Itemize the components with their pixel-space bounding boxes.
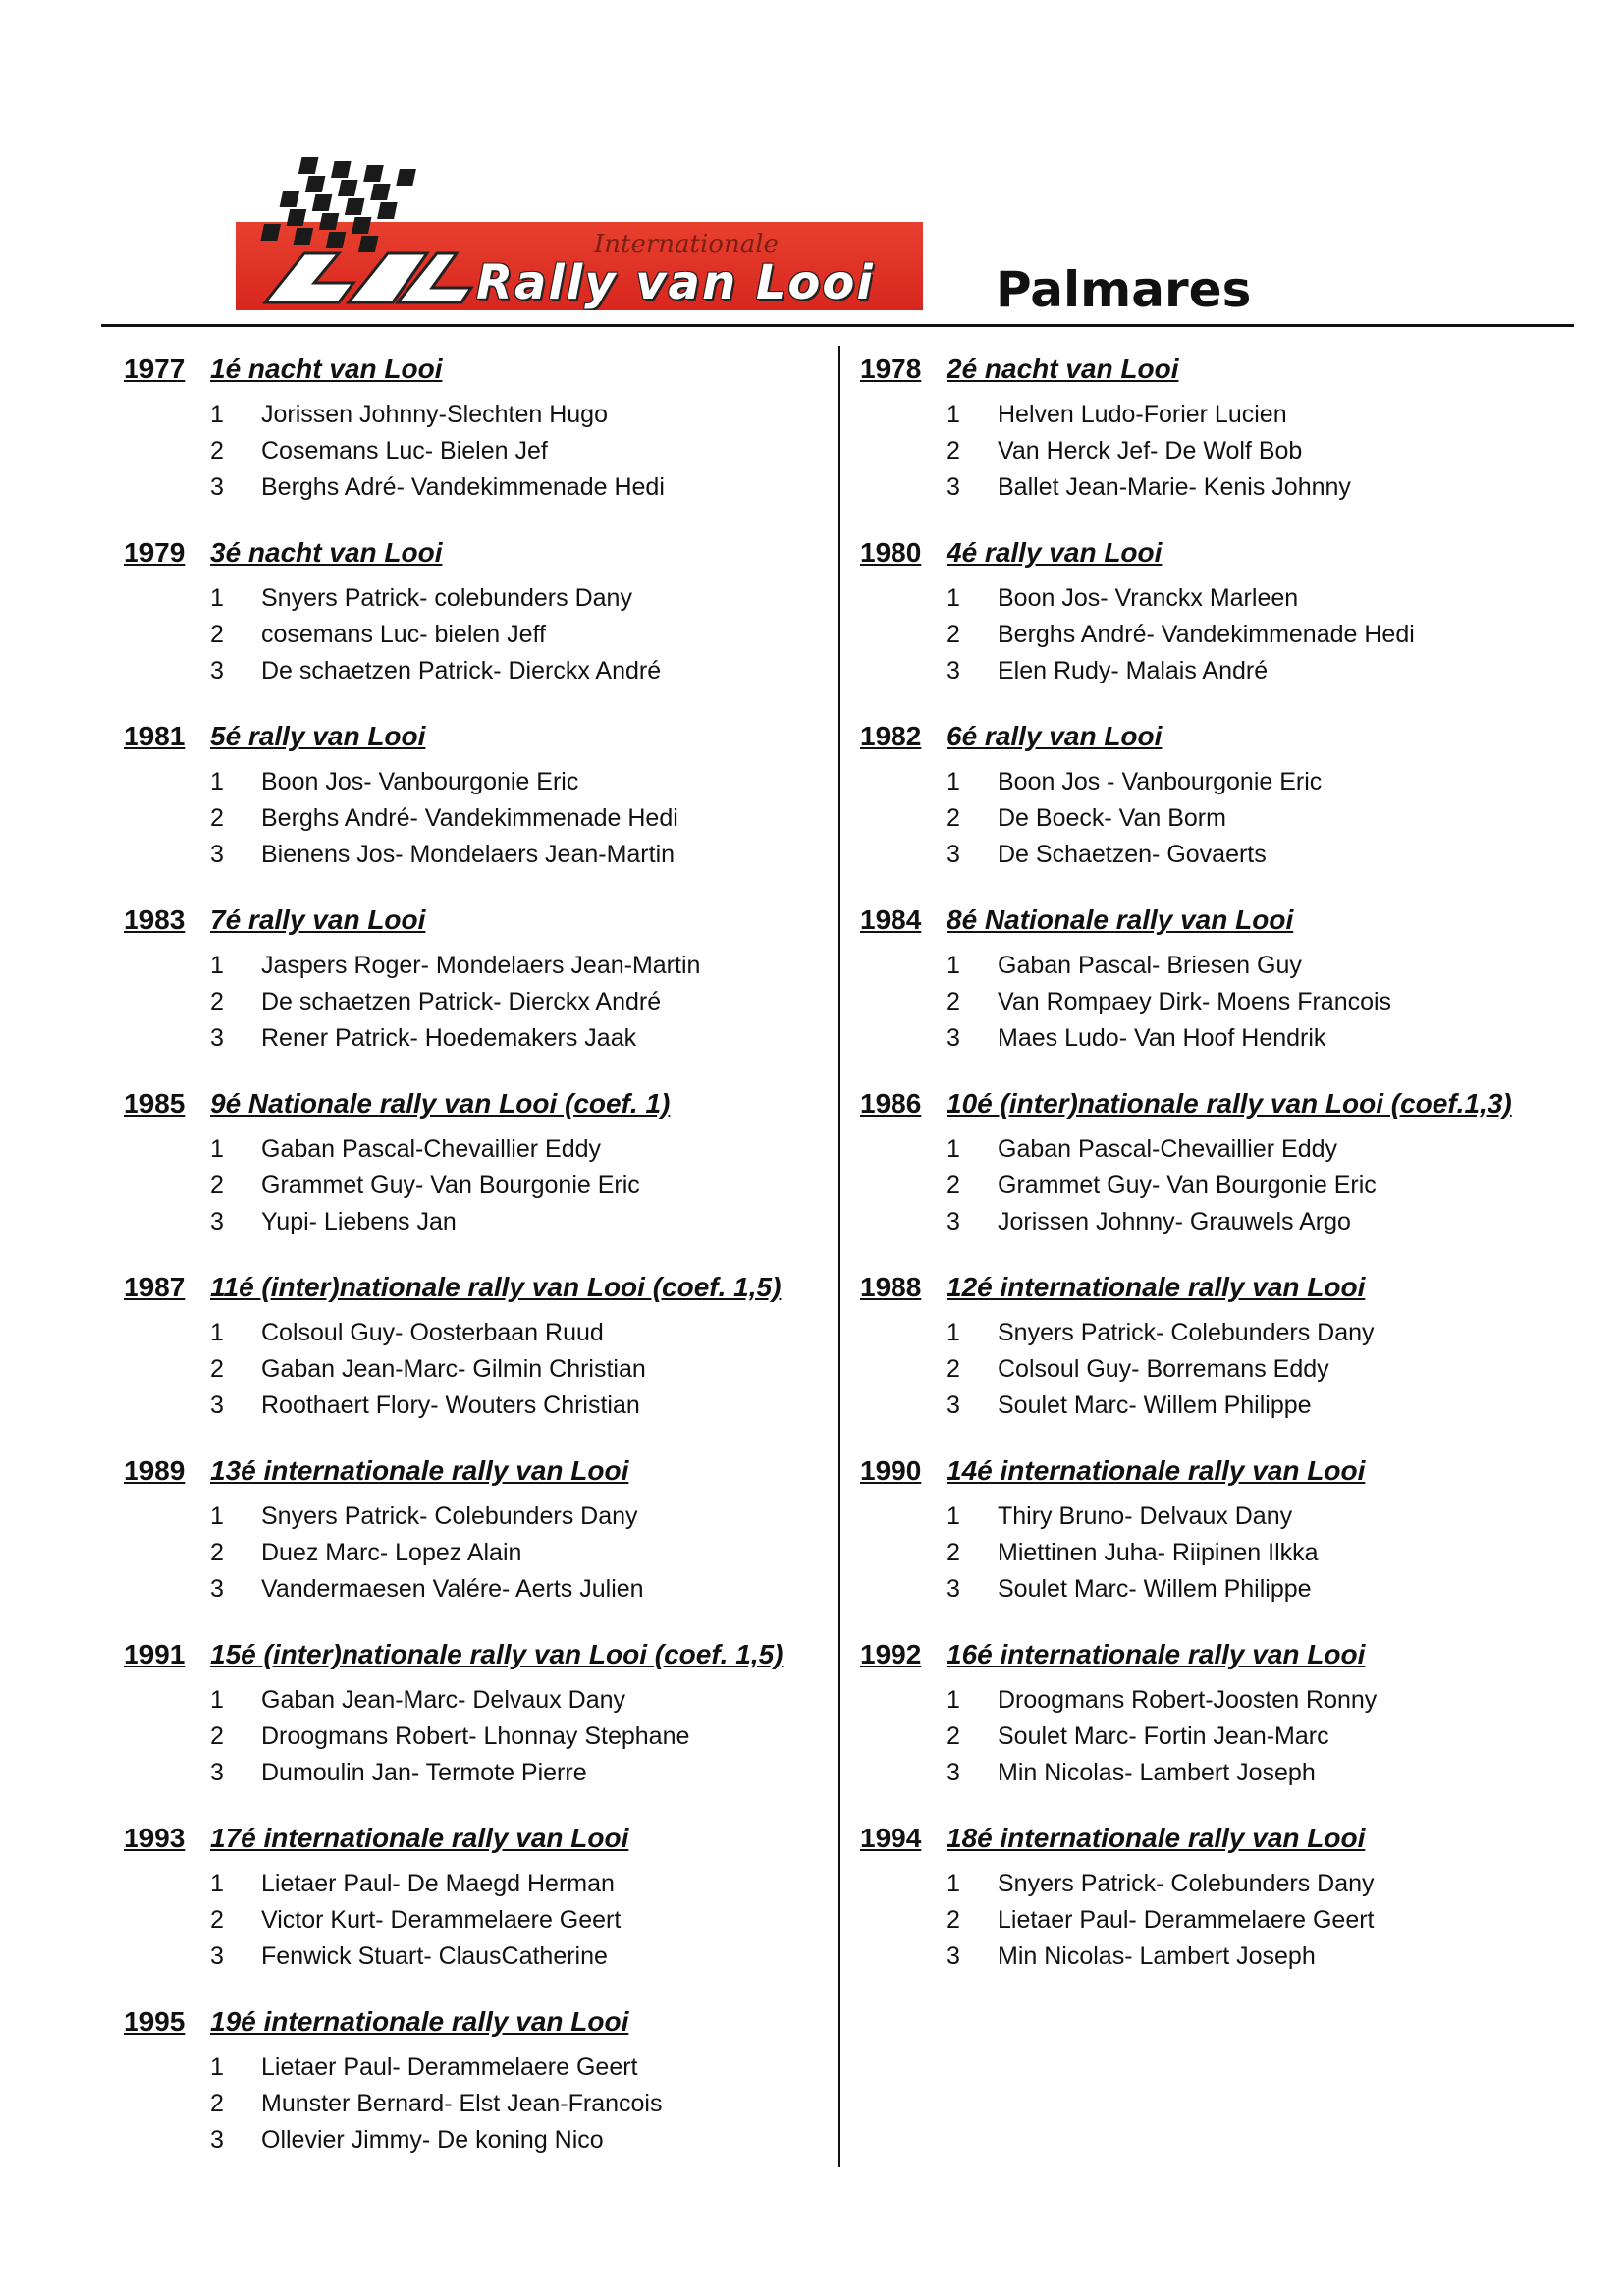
palmares-block: [124, 354, 811, 537]
result-position: 3: [210, 1759, 224, 1786]
result-crew: Roothaert Flory- Wouters Christian: [261, 1392, 640, 1419]
result-crew: Droogmans Robert-Joosten Ronny: [998, 1686, 1378, 1714]
event-title: 12é internationale rally van Looi: [947, 1272, 1366, 1302]
result-crew: Van Herck Jef- De Wolf Bob: [998, 437, 1303, 465]
result-position: 1: [947, 401, 960, 428]
result-position: 2: [947, 437, 960, 465]
event-year: 1995: [124, 2006, 186, 2037]
event-year: 1993: [124, 1823, 186, 1853]
event-year: 1982: [860, 721, 922, 751]
event-year: 1991: [124, 1639, 186, 1669]
result-position: 2: [210, 437, 224, 465]
event-year: 1992: [860, 1639, 922, 1669]
result-crew: Snyers Patrick- colebunders Dany: [261, 584, 632, 612]
result-crew: Munster Bernard- Elst Jean-Francois: [261, 2090, 663, 2117]
result-position: 3: [210, 1575, 224, 1603]
result-position: 3: [210, 1392, 224, 1419]
result-crew: Lietaer Paul- Derammelaere Geert: [261, 2053, 638, 2081]
result-position: 1: [210, 1503, 224, 1530]
result-row: [947, 469, 1547, 506]
result-row: [947, 617, 1547, 653]
palmares-block: [124, 1455, 811, 1639]
result-crew: Colsoul Guy- Borremans Eddy: [998, 1355, 1329, 1383]
result-row: [210, 1866, 811, 1902]
result-row: [210, 1571, 811, 1608]
result-row: [210, 837, 811, 873]
result-row: [947, 1315, 1547, 1351]
result-crew: Min Nicolas- Lambert Joseph: [998, 1942, 1316, 1970]
result-row: [947, 800, 1547, 837]
palmares-block: [124, 2006, 811, 2190]
result-row: [210, 617, 811, 653]
event-heading: [860, 1455, 1547, 1499]
result-row: [947, 984, 1547, 1020]
palmares-block: [860, 1088, 1547, 1272]
result-crew: Gaban Jean-Marc- Gilmin Christian: [261, 1355, 646, 1383]
result-crew: Yupi- Liebens Jan: [261, 1208, 457, 1235]
result-position: 1: [947, 952, 960, 979]
event-heading: [860, 537, 1547, 580]
result-position: 1: [210, 2053, 224, 2081]
result-row: [947, 1388, 1547, 1424]
event-heading: [124, 1639, 811, 1682]
result-row: [947, 580, 1547, 617]
palmares-block: [124, 1272, 811, 1455]
event-heading: [124, 1272, 811, 1315]
result-crew: Rener Patrick- Hoedemakers Jaak: [261, 1024, 637, 1052]
result-position: 1: [947, 584, 960, 612]
event-heading: [124, 1088, 811, 1131]
result-position: 1: [947, 1319, 960, 1346]
result-row: [947, 1351, 1547, 1388]
result-row: [947, 1571, 1547, 1608]
result-position: 3: [947, 1392, 960, 1419]
event-title: 7é rally van Looi: [210, 904, 426, 935]
result-row: [210, 1351, 811, 1388]
result-crew: Colsoul Guy- Oosterbaan Ruud: [261, 1319, 604, 1346]
result-crew: Lietaer Paul- Derammelaere Geert: [998, 1906, 1375, 1934]
result-row: [210, 1755, 811, 1791]
result-row: [210, 1168, 811, 1204]
result-position: 1: [947, 1870, 960, 1897]
event-heading: [860, 1639, 1547, 1682]
result-position: 3: [210, 1024, 224, 1052]
result-position: 1: [947, 1135, 960, 1163]
result-crew: Vandermaesen Valére- Aerts Julien: [261, 1575, 644, 1603]
result-row: [210, 1315, 811, 1351]
result-crew: Maes Ludo- Van Hoof Hendrik: [998, 1024, 1326, 1052]
result-position: 3: [210, 2126, 224, 2154]
result-position: 1: [210, 1135, 224, 1163]
result-position: 3: [947, 1208, 960, 1235]
result-crew: Berghs André- Vandekimmenade Hedi: [261, 804, 678, 832]
result-row: [947, 837, 1547, 873]
result-position: 3: [210, 473, 224, 501]
result-crew: Cosemans Luc- Bielen Jef: [261, 437, 548, 465]
column-divider: [838, 346, 840, 2167]
result-position: 3: [947, 1759, 960, 1786]
event-title: 3é nacht van Looi: [210, 537, 443, 568]
result-position: 3: [947, 1575, 960, 1603]
event-heading: [860, 1823, 1547, 1866]
result-row: [947, 1719, 1547, 1755]
result-row: [947, 948, 1547, 984]
event-heading: [124, 1455, 811, 1499]
event-title: 18é internationale rally van Looi: [947, 1823, 1366, 1853]
result-crew: Droogmans Robert- Lhonnay Stephane: [261, 1722, 690, 1750]
result-position: 1: [210, 1686, 224, 1714]
result-crew: Berghs Adré- Vandekimmenade Hedi: [261, 473, 665, 501]
event-year: 1987: [124, 1272, 186, 1302]
result-position: 1: [210, 401, 224, 428]
event-year: 1978: [860, 354, 922, 384]
result-row: [947, 1755, 1547, 1791]
result-row: [947, 1168, 1547, 1204]
result-row: [210, 1131, 811, 1168]
result-crew: Dumoulin Jan- Termote Pierre: [261, 1759, 587, 1786]
result-position: 2: [947, 1539, 960, 1566]
result-crew: Soulet Marc- Willem Philippe: [998, 1392, 1312, 1419]
event-heading: [124, 721, 811, 764]
result-crew: Bienens Jos- Mondelaers Jean-Martin: [261, 841, 676, 868]
result-position: 2: [947, 621, 960, 648]
result-crew: Gaban Jean-Marc- Delvaux Dany: [261, 1686, 625, 1714]
result-crew: Duez Marc- Lopez Alain: [261, 1539, 522, 1566]
result-position: 2: [210, 1722, 224, 1750]
result-position: 2: [210, 2090, 224, 2117]
result-position: 3: [947, 473, 960, 501]
result-row: [210, 2086, 811, 2122]
result-crew: Gaban Pascal-Chevaillier Eddy: [998, 1135, 1338, 1163]
event-heading: [124, 354, 811, 397]
result-crew: Grammet Guy- Van Bourgonie Eric: [998, 1172, 1377, 1199]
result-row: [947, 1902, 1547, 1939]
result-position: 3: [947, 1024, 960, 1052]
palmares-block: [860, 1823, 1547, 2006]
event-year: 1981: [124, 721, 186, 751]
palmares-block: [124, 1088, 811, 1272]
result-row: [947, 1499, 1547, 1535]
event-title: 17é internationale rally van Looi: [210, 1823, 629, 1853]
right-column: [860, 354, 1547, 2006]
result-crew: Jaspers Roger- Mondelaers Jean-Martin: [261, 952, 701, 979]
result-row: [947, 1535, 1547, 1571]
palmares-block: [860, 1272, 1547, 1455]
result-row: [210, 1499, 811, 1535]
result-row: [210, 984, 811, 1020]
event-title: 19é internationale rally van Looi: [210, 2006, 629, 2037]
result-row: [947, 1682, 1547, 1719]
result-position: 2: [210, 621, 224, 648]
result-crew: De Boeck- Van Borm: [998, 804, 1226, 832]
palmares-block: [124, 721, 811, 904]
event-heading: [860, 721, 1547, 764]
event-heading: [124, 2006, 811, 2050]
result-row: [210, 469, 811, 506]
result-crew: Snyers Patrick- Colebunders Dany: [998, 1870, 1375, 1897]
result-crew: Thiry Bruno- Delvaux Dany: [998, 1503, 1293, 1530]
result-crew: Boon Jos- Vranckx Marleen: [998, 584, 1299, 612]
result-crew: Soulet Marc- Willem Philippe: [998, 1575, 1312, 1603]
palmares-block: [860, 1455, 1547, 1639]
result-crew: Berghs André- Vandekimmenade Hedi: [998, 621, 1415, 648]
result-row: [210, 1939, 811, 1975]
event-year: 1990: [860, 1455, 922, 1486]
result-crew: Min Nicolas- Lambert Joseph: [998, 1759, 1316, 1786]
event-year: 1994: [860, 1823, 922, 1853]
result-row: [210, 1204, 811, 1240]
result-position: 3: [947, 657, 960, 684]
event-title: 13é internationale rally van Looi: [210, 1455, 629, 1486]
result-crew: De schaetzen Patrick- Dierckx André: [261, 988, 662, 1015]
result-position: 2: [947, 988, 960, 1015]
result-crew: De schaetzen Patrick- Dierckx André: [261, 657, 662, 684]
palmares-block: [124, 537, 811, 721]
palmares-block: [860, 537, 1547, 721]
result-position: 2: [210, 1906, 224, 1934]
event-year: 1984: [860, 904, 922, 935]
result-row: [210, 1682, 811, 1719]
result-position: 1: [210, 584, 224, 612]
result-crew: Snyers Patrick- Colebunders Dany: [261, 1503, 638, 1530]
result-position: 1: [210, 1870, 224, 1897]
result-position: 3: [210, 1208, 224, 1235]
result-crew: cosemans Luc- bielen Jeff: [261, 621, 546, 648]
result-row: [210, 653, 811, 689]
result-position: 2: [210, 1172, 224, 1199]
event-year: 1989: [124, 1455, 186, 1486]
result-crew: Grammet Guy- Van Bourgonie Eric: [261, 1172, 640, 1199]
result-position: 2: [210, 804, 224, 832]
event-year: 1977: [124, 354, 186, 384]
result-row: [210, 397, 811, 433]
event-title: 9é Nationale rally van Looi (coef. 1): [210, 1088, 671, 1119]
result-row: [210, 1719, 811, 1755]
result-position: 1: [210, 1319, 224, 1346]
result-row: [947, 1020, 1547, 1057]
result-position: 3: [947, 1942, 960, 1970]
result-crew: Ollevier Jimmy- De koning Nico: [261, 2126, 604, 2154]
event-year: 1985: [124, 1088, 186, 1119]
result-position: 3: [210, 841, 224, 868]
palmares-block: [860, 721, 1547, 904]
result-position: 3: [947, 841, 960, 868]
event-heading: [860, 1272, 1547, 1315]
result-row: [210, 764, 811, 800]
result-row: [210, 2050, 811, 2086]
event-title: 4é rally van Looi: [947, 537, 1163, 568]
event-title: 1é nacht van Looi: [210, 354, 443, 384]
result-crew: Miettinen Juha- Riipinen Ilkka: [998, 1539, 1319, 1566]
result-row: [210, 1388, 811, 1424]
result-crew: Jorissen Johnny-Slechten Hugo: [261, 401, 608, 428]
result-crew: Helven Ludo-Forier Lucien: [998, 401, 1287, 428]
result-position: 1: [947, 1686, 960, 1714]
result-crew: Fenwick Stuart- ClausCatherine: [261, 1942, 608, 1970]
result-position: 1: [947, 1503, 960, 1530]
palmares-block: [860, 1639, 1547, 1823]
result-crew: Gaban Pascal-Chevaillier Eddy: [261, 1135, 602, 1163]
event-year: 1983: [124, 904, 186, 935]
result-row: [947, 433, 1547, 469]
event-title: 6é rally van Looi: [947, 721, 1163, 751]
result-crew: Van Rompaey Dirk- Moens Francois: [998, 988, 1392, 1015]
palmares-block: [124, 1823, 811, 2006]
result-row: [210, 2122, 811, 2159]
result-row: [210, 800, 811, 837]
result-row: [947, 1866, 1547, 1902]
result-crew: Ballet Jean-Marie- Kenis Johnny: [998, 473, 1351, 501]
result-row: [947, 1131, 1547, 1168]
header-rule: [101, 324, 1574, 327]
left-column: [124, 354, 811, 2190]
result-position: 2: [947, 1355, 960, 1383]
event-title: 14é internationale rally van Looi: [947, 1455, 1366, 1486]
result-row: [947, 653, 1547, 689]
event-title: 8é Nationale rally van Looi: [947, 904, 1294, 935]
event-heading: [124, 537, 811, 580]
result-crew: Boon Jos - Vanbourgonie Eric: [998, 768, 1323, 795]
result-row: [210, 948, 811, 984]
result-crew: Jorissen Johnny- Grauwels Argo: [998, 1208, 1351, 1235]
result-row: [210, 580, 811, 617]
result-crew: Snyers Patrick- Colebunders Dany: [998, 1319, 1375, 1346]
palmares-block: [860, 354, 1547, 537]
result-position: 2: [947, 804, 960, 832]
result-crew: Gaban Pascal- Briesen Guy: [998, 952, 1302, 979]
event-year: 1986: [860, 1088, 922, 1119]
event-year: 1980: [860, 537, 922, 568]
event-title: 16é internationale rally van Looi: [947, 1639, 1366, 1669]
event-title: 2é nacht van Looi: [947, 354, 1179, 384]
result-position: 1: [947, 768, 960, 795]
page-title: Palmares: [996, 261, 1252, 318]
event-heading: [124, 1823, 811, 1866]
result-row: [210, 1020, 811, 1057]
result-crew: De Schaetzen- Govaerts: [998, 841, 1267, 868]
result-row: [210, 1535, 811, 1571]
result-position: 3: [210, 1942, 224, 1970]
event-title: 15é (inter)nationale rally van Looi (coef. 1,5): [210, 1639, 784, 1669]
logo-small-text: Internationale: [594, 230, 779, 259]
event-title: 10é (inter)nationale rally van Looi (coef.1,3): [947, 1088, 1512, 1119]
palmares-block: [860, 904, 1547, 1088]
result-crew: Lietaer Paul- De Maegd Herman: [261, 1870, 615, 1897]
event-year: 1988: [860, 1272, 922, 1302]
result-row: [947, 1204, 1547, 1240]
result-position: 2: [210, 1539, 224, 1566]
event-title: 11é (inter)nationale rally van Looi (coef. 1,5): [210, 1272, 782, 1302]
palmares-block: [124, 1639, 811, 1823]
result-crew: Boon Jos- Vanbourgonie Eric: [261, 768, 579, 795]
result-crew: Victor Kurt- Derammelaere Geert: [261, 1906, 622, 1934]
result-position: 2: [947, 1722, 960, 1750]
result-row: [947, 397, 1547, 433]
event-heading: [860, 1088, 1547, 1131]
result-position: 2: [210, 988, 224, 1015]
event-heading: [860, 904, 1547, 948]
result-crew: Elen Rudy- Malais André: [998, 657, 1269, 684]
result-position: 2: [210, 1355, 224, 1383]
result-position: 2: [947, 1172, 960, 1199]
event-heading: [860, 354, 1547, 397]
logo-main-text: Rally van Looi: [476, 255, 875, 310]
result-position: 3: [210, 657, 224, 684]
rally-logo: [236, 145, 923, 310]
result-crew: Soulet Marc- Fortin Jean-Marc: [998, 1722, 1329, 1750]
event-year: 1979: [124, 537, 186, 568]
result-position: 2: [947, 1906, 960, 1934]
event-heading: [124, 904, 811, 948]
result-position: 1: [210, 768, 224, 795]
event-title: 5é rally van Looi: [210, 721, 426, 751]
result-row: [947, 1939, 1547, 1975]
result-position: 1: [210, 952, 224, 979]
result-row: [947, 764, 1547, 800]
result-row: [210, 433, 811, 469]
palmares-block: [124, 904, 811, 1088]
result-row: [210, 1902, 811, 1939]
